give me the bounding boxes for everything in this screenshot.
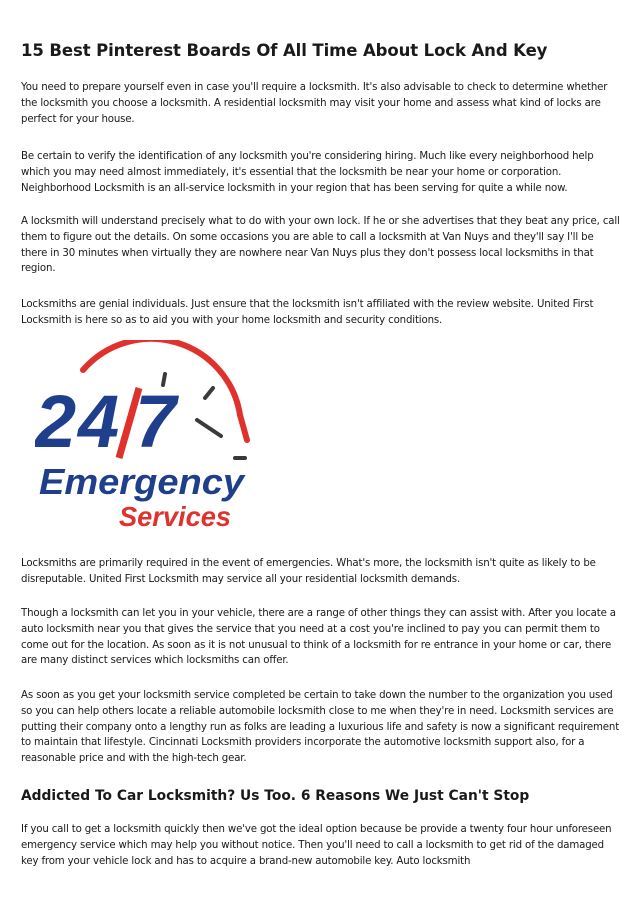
paragraph-5: Locksmiths are primarily required in the event of emergencies. What's more, the locksmith isn't quite as likely to be disreputable. United First Locksmith may service all your residential locksmith demands. — [21, 558, 596, 585]
paragraph-6: Though a locksmith can let you in your vehicle, there are a range of other things they can assist with. After you locate a auto locksmith near you that gives the service that you need at a cost you're inclined to pay you can permit them to come out for the location. As soon as it is not unusual to think of a locksmith for re entrance in your home or car, there are many distinct services which locksmiths can offer. — [21, 608, 616, 667]
paragraph-7: As soon as you get your locksmith service completed be certain to take down the number to the organization you used so you can help others locate a reliable automobile locksmith close to me when they're in need. Locksmith services are putting their company onto a lengthy run as folks are leading a luxurious life and safety is now a significant requirement to maintain that lifestyle. Cincinnati Locksmith providers incorporate the automotive locksmith support also, for a reasonable price and with the high-tech gear. — [21, 690, 620, 765]
clock-arc-end — [240, 415, 247, 440]
paragraph-3: A locksmith will understand precisely what to do with your own lock. If he or she advertises that they beat any price, call them to figure out the details. On some occasions you are able to call a locksmith at Van Nuys and they'll say I'll be there in 30 minutes when virtually they are nowhere near Van Nuys plus they don't possess local locksmiths in that region. — [21, 216, 620, 275]
paragraph-8: If you call to get a locksmith quickly then we've got the ideal option because be provide a twenty four hour unforeseen emergency service which may help you without notice. Then you'll need to call a locksmith to get rid of the damaged key from your vehicle lock and has to acquire a brand-new automobile key. Auto locksmith — [21, 824, 612, 867]
logo-number-4: 4 — [78, 380, 120, 463]
logo-emergency: Emergency — [39, 461, 247, 502]
page-title: 15 Best Pinterest Boards Of All Time About Lock And Key — [21, 41, 548, 60]
clock-tick — [205, 388, 213, 398]
section-heading: Addicted To Car Locksmith? Us Too. 6 Reasons We Just Can't Stop — [21, 788, 530, 804]
clock-hand — [197, 420, 221, 436]
logo-number-7: 7 — [135, 380, 177, 463]
logo-services: Services — [119, 501, 231, 532]
paragraph-1: You need to prepare yourself even in case you'll require a locksmith. It's also advisable to check to determine whether the locksmith you choose a locksmith. A residential locksmith may visit your home and assess what kind of locks are perfect for your house. — [21, 82, 608, 125]
paragraph-2: Be certain to verify the identification of any locksmith you're considering hiring. Much like every neighborhood help which you may need almost immediately, it's essential that the locksmith be near your home or corporation. Neighborhood Locksmith is an all-service locksmith in your region that has been serving for quite a while now. — [21, 151, 594, 194]
paragraph-4: Locksmiths are genial individuals. Just ensure that the locksmith isn't affiliated with the review website. United First Locksmith is here so as to aid you with your home locksmith and security conditions. — [21, 299, 594, 326]
emergency-services-logo — [35, 340, 253, 536]
logo-number-2: 2 — [35, 380, 77, 463]
